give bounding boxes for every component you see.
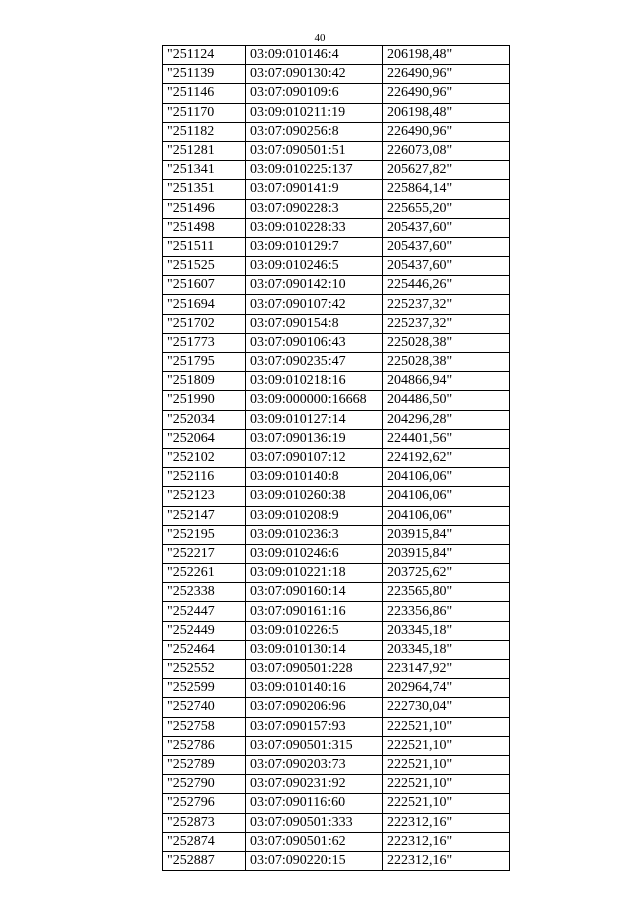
- value-cell: 222521,10": [383, 775, 510, 794]
- value-cell: 204106,06": [383, 487, 510, 506]
- cadastral-number-cell: 03:09:010246:5: [246, 257, 383, 276]
- table-row: [163, 717, 510, 736]
- table-row: [163, 161, 510, 180]
- cadastral-number-cell: 03:09:010246:6: [246, 544, 383, 563]
- cadastral-number-cell: 03:07:090160:14: [246, 583, 383, 602]
- cadastral-number-cell: 03:09:010260:38: [246, 487, 383, 506]
- record-number-cell: "251170: [163, 103, 246, 122]
- table-row: [163, 621, 510, 640]
- table-row: [163, 353, 510, 372]
- cadastral-number-cell: 03:07:090107:12: [246, 448, 383, 467]
- cadastral-number-cell: 03:07:090501:315: [246, 736, 383, 755]
- cadastral-number-cell: 03:09:000000:16668: [246, 391, 383, 410]
- cadastral-number-cell: 03:09:010211:19: [246, 103, 383, 122]
- table-row: [163, 391, 510, 410]
- record-number-cell: "251341: [163, 161, 246, 180]
- value-cell: 206198,48": [383, 103, 510, 122]
- table-row: [163, 851, 510, 870]
- value-cell: 222312,16": [383, 832, 510, 851]
- value-cell: 205437,60": [383, 257, 510, 276]
- table-row: [163, 276, 510, 295]
- cadastral-number-cell: 03:07:090203:73: [246, 755, 383, 774]
- cadastral-number-cell: 03:07:090220:15: [246, 851, 383, 870]
- table-row: [163, 84, 510, 103]
- record-number-cell: "252464: [163, 640, 246, 659]
- cadastral-number-cell: 03:07:090141:9: [246, 180, 383, 199]
- record-number-cell: "252796: [163, 794, 246, 813]
- cadastral-number-cell: 03:09:010140:8: [246, 468, 383, 487]
- cadastral-number-cell: 03:07:090256:8: [246, 122, 383, 141]
- record-number-cell: "252552: [163, 660, 246, 679]
- table-row: [163, 794, 510, 813]
- value-cell: 226490,96": [383, 65, 510, 84]
- value-cell: 226490,96": [383, 122, 510, 141]
- table-row: [163, 487, 510, 506]
- cadastral-number-cell: 03:07:090130:42: [246, 65, 383, 84]
- record-number-cell: "251139: [163, 65, 246, 84]
- cadastral-number-cell: 03:07:090228:3: [246, 199, 383, 218]
- table-row: [163, 736, 510, 755]
- value-cell: 222521,10": [383, 794, 510, 813]
- record-number-cell: "252789: [163, 755, 246, 774]
- cadastral-number-cell: 03:07:090116:60: [246, 794, 383, 813]
- record-number-cell: "251498: [163, 218, 246, 237]
- table-row: [163, 46, 510, 65]
- value-cell: 203345,18": [383, 621, 510, 640]
- value-cell: 222312,16": [383, 851, 510, 870]
- cadastral-number-cell: 03:07:090235:47: [246, 353, 383, 372]
- cadastral-number-cell: 03:07:090157:93: [246, 717, 383, 736]
- value-cell: 223147,92": [383, 660, 510, 679]
- record-number-cell: "251351: [163, 180, 246, 199]
- cadastral-number-cell: 03:07:090501:51: [246, 141, 383, 160]
- value-cell: 203345,18": [383, 640, 510, 659]
- record-number-cell: "251525: [163, 257, 246, 276]
- table-row: [163, 698, 510, 717]
- value-cell: 225446,26": [383, 276, 510, 295]
- table-row: [163, 775, 510, 794]
- table-row: [163, 295, 510, 314]
- record-number-cell: "252786: [163, 736, 246, 755]
- cadastral-number-cell: 03:09:010130:14: [246, 640, 383, 659]
- cadastral-number-cell: 03:07:090107:42: [246, 295, 383, 314]
- value-cell: 203915,84": [383, 544, 510, 563]
- table-row: [163, 410, 510, 429]
- record-number-cell: "251511: [163, 237, 246, 256]
- cadastral-number-cell: 03:07:090109:6: [246, 84, 383, 103]
- value-cell: 225655,20": [383, 199, 510, 218]
- record-number-cell: "251795: [163, 353, 246, 372]
- value-cell: 203915,84": [383, 525, 510, 544]
- cadastral-number-cell: 03:09:010127:14: [246, 410, 383, 429]
- table-row: [163, 237, 510, 256]
- cadastral-number-cell: 03:07:090154:8: [246, 314, 383, 333]
- value-cell: 224192,62": [383, 448, 510, 467]
- table-row: [163, 448, 510, 467]
- table-row: [163, 640, 510, 659]
- record-number-cell: "252790: [163, 775, 246, 794]
- value-cell: 204486,50": [383, 391, 510, 410]
- cadastral-number-cell: 03:07:090501:228: [246, 660, 383, 679]
- record-number-cell: "251281: [163, 141, 246, 160]
- cadastral-number-cell: 03:09:010129:7: [246, 237, 383, 256]
- table-row: [163, 180, 510, 199]
- page-number: 40: [314, 32, 326, 44]
- cadastral-number-cell: 03:07:090501:62: [246, 832, 383, 851]
- record-number-cell: "252449: [163, 621, 246, 640]
- table-body: [163, 46, 510, 871]
- record-number-cell: "252195: [163, 525, 246, 544]
- cadastral-number-cell: 03:09:010218:16: [246, 372, 383, 391]
- table-row: [163, 755, 510, 774]
- cadastral-number-cell: 03:07:090142:10: [246, 276, 383, 295]
- table-row: [163, 679, 510, 698]
- record-number-cell: "252887: [163, 851, 246, 870]
- table-row: [163, 372, 510, 391]
- table-row: [163, 199, 510, 218]
- record-number-cell: "252874: [163, 832, 246, 851]
- value-cell: 223565,80": [383, 583, 510, 602]
- table-row: [163, 506, 510, 525]
- cadastral-number-cell: 03:07:090501:333: [246, 813, 383, 832]
- value-cell: 222521,10": [383, 717, 510, 736]
- value-cell: 204296,28": [383, 410, 510, 429]
- record-number-cell: "252261: [163, 564, 246, 583]
- value-cell: 223356,86": [383, 602, 510, 621]
- cadastral-number-cell: 03:07:090136:19: [246, 429, 383, 448]
- record-number-cell: "252740: [163, 698, 246, 717]
- cadastral-number-cell: 03:09:010146:4: [246, 46, 383, 65]
- record-number-cell: "252599: [163, 679, 246, 698]
- table-row: [163, 544, 510, 563]
- record-number-cell: "251124: [163, 46, 246, 65]
- cadastral-number-cell: 03:09:010228:33: [246, 218, 383, 237]
- record-number-cell: "251809: [163, 372, 246, 391]
- record-number-cell: "252217: [163, 544, 246, 563]
- cadastral-number-cell: 03:09:010140:16: [246, 679, 383, 698]
- cadastral-number-cell: 03:09:010208:9: [246, 506, 383, 525]
- cadastral-number-cell: 03:09:010225:137: [246, 161, 383, 180]
- table-row: [163, 583, 510, 602]
- value-cell: 226490,96": [383, 84, 510, 103]
- record-number-cell: "251990: [163, 391, 246, 410]
- value-cell: 204106,06": [383, 468, 510, 487]
- value-cell: 204866,94": [383, 372, 510, 391]
- record-number-cell: "252873: [163, 813, 246, 832]
- cadastral-number-cell: 03:07:090106:43: [246, 333, 383, 352]
- value-cell: 225237,32": [383, 314, 510, 333]
- record-number-cell: "252102: [163, 448, 246, 467]
- table-row: [163, 333, 510, 352]
- value-cell: 222312,16": [383, 813, 510, 832]
- value-cell: 205437,60": [383, 237, 510, 256]
- value-cell: 205437,60": [383, 218, 510, 237]
- record-number-cell: "251146: [163, 84, 246, 103]
- cadastral-number-cell: 03:07:090206:96: [246, 698, 383, 717]
- record-number-cell: "251702: [163, 314, 246, 333]
- table-row: [163, 218, 510, 237]
- value-cell: 225864,14": [383, 180, 510, 199]
- record-number-cell: "252123: [163, 487, 246, 506]
- cadastral-number-cell: 03:09:010226:5: [246, 621, 383, 640]
- record-number-cell: "252447: [163, 602, 246, 621]
- value-cell: 202964,74": [383, 679, 510, 698]
- cadastral-number-cell: 03:07:090161:16: [246, 602, 383, 621]
- record-number-cell: "252116: [163, 468, 246, 487]
- record-number-cell: "252034: [163, 410, 246, 429]
- table-row: [163, 832, 510, 851]
- record-number-cell: "251694: [163, 295, 246, 314]
- value-cell: 224401,56": [383, 429, 510, 448]
- table-row: [163, 122, 510, 141]
- table-row: [163, 314, 510, 333]
- cadastral-number-cell: 03:09:010221:18: [246, 564, 383, 583]
- record-number-cell: "252147: [163, 506, 246, 525]
- table-row: [163, 257, 510, 276]
- table-row: [163, 660, 510, 679]
- value-cell: 225028,38": [383, 333, 510, 352]
- record-number-cell: "252758: [163, 717, 246, 736]
- value-cell: 225237,32": [383, 295, 510, 314]
- record-number-cell: "251773: [163, 333, 246, 352]
- value-cell: 206198,48": [383, 46, 510, 65]
- data-table: [162, 45, 510, 871]
- table-row: [163, 564, 510, 583]
- table-row: [163, 468, 510, 487]
- value-cell: 226073,08": [383, 141, 510, 160]
- value-cell: 203725,62": [383, 564, 510, 583]
- table-row: [163, 813, 510, 832]
- table-row: [163, 602, 510, 621]
- record-number-cell: "251496: [163, 199, 246, 218]
- table-row: [163, 525, 510, 544]
- cadastral-number-cell: 03:09:010236:3: [246, 525, 383, 544]
- table-row: [163, 103, 510, 122]
- table-row: [163, 141, 510, 160]
- value-cell: 205627,82": [383, 161, 510, 180]
- value-cell: 204106,06": [383, 506, 510, 525]
- value-cell: 225028,38": [383, 353, 510, 372]
- table-row: [163, 65, 510, 84]
- value-cell: 222730,04": [383, 698, 510, 717]
- value-cell: 222521,10": [383, 736, 510, 755]
- record-number-cell: "252064: [163, 429, 246, 448]
- record-number-cell: "252338: [163, 583, 246, 602]
- cadastral-number-cell: 03:07:090231:92: [246, 775, 383, 794]
- value-cell: 222521,10": [383, 755, 510, 774]
- record-number-cell: "251607: [163, 276, 246, 295]
- table-row: [163, 429, 510, 448]
- record-number-cell: "251182: [163, 122, 246, 141]
